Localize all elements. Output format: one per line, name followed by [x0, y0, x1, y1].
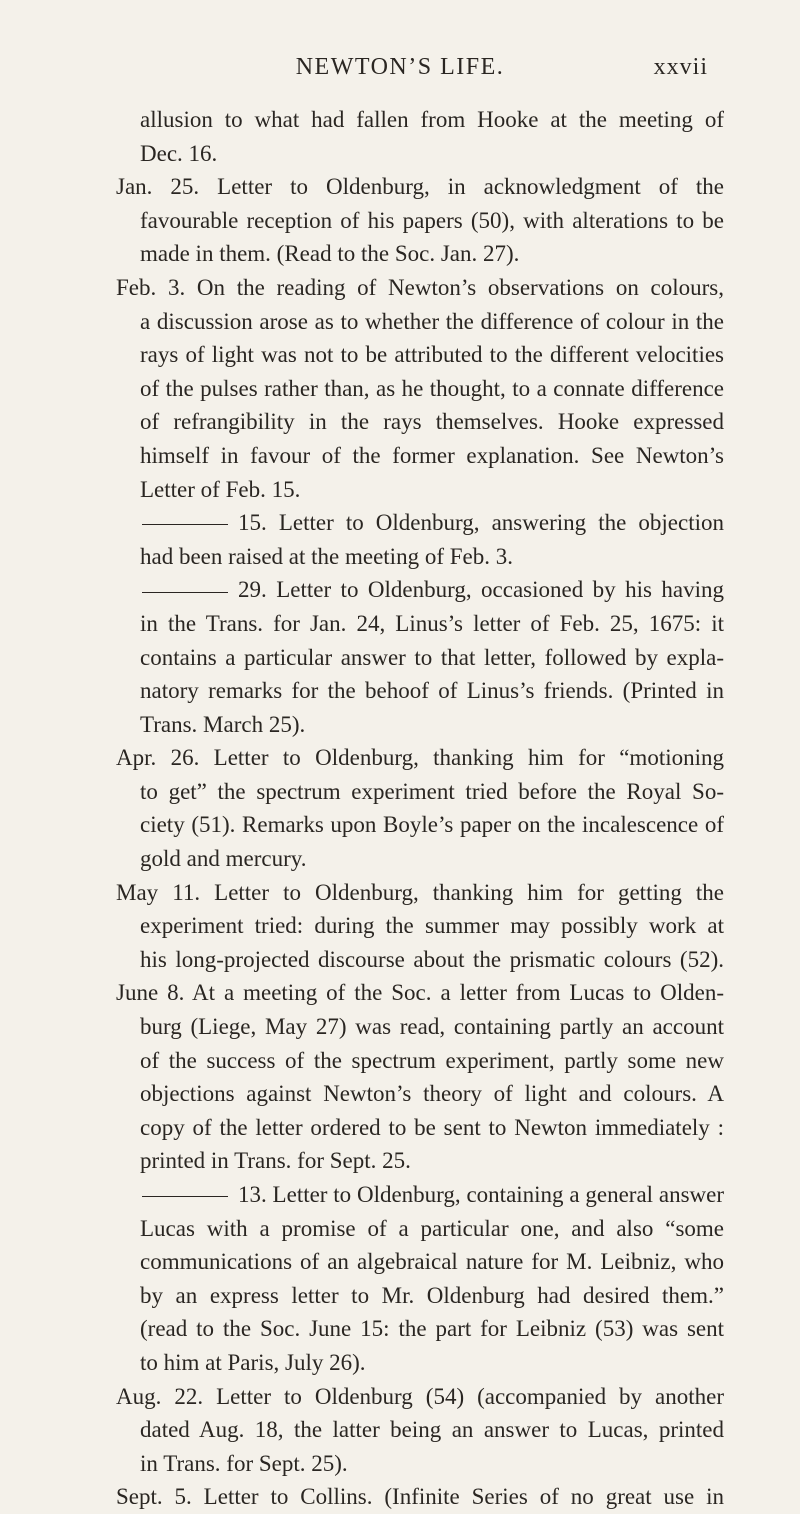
- ditto-dash: [142, 1196, 228, 1197]
- text-line: June 8. At a meeting of the Soc. a letter from Lucas to Olden-: [116, 980, 724, 1006]
- text-line: Apr. 26. Letter to Oldenburg, thanking him for “motioning: [116, 745, 724, 771]
- text-line-dash: [116, 1178, 724, 1212]
- text-line: rays of light was not to be attributed to the different velocities: [140, 342, 724, 368]
- text-line: ciety (51). Remarks upon Boyle’s paper on the incalescence of: [140, 812, 724, 838]
- text-line: to him at Paris, July 26).: [140, 1349, 366, 1375]
- text-line: contains a particular answer to that letter, followed by expla-: [140, 644, 724, 670]
- text-line: objections against Newton’s theory of light and colours. A: [140, 1081, 724, 1107]
- text-line: allusion to what had fallen from Hooke at the meeting of: [140, 107, 724, 132]
- text-line: printed in Trans. for Sept. 25.: [140, 1148, 411, 1174]
- text-line: copy of the letter ordered to be sent to Newton immediately :: [140, 1114, 724, 1140]
- running-title: NEWTON’S LIFE.: [295, 54, 505, 80]
- text-line: dated Aug. 18, the latter being an answer to Lucas, printed: [140, 1417, 724, 1443]
- text-line: natory remarks for the behoof of Linus’s friends. (Printed in: [140, 678, 724, 704]
- text-line: Dec. 16.: [140, 140, 218, 166]
- text-line: his long-projected discourse about the prismatic colours (52).: [140, 946, 724, 972]
- text-line: to get” the spectrum experiment tried before the Royal So-: [140, 778, 724, 804]
- page-header: [0, 48, 800, 88]
- text-line: made in them. (Read to the Soc. Jan. 27).: [140, 241, 520, 267]
- text-line: (read to the Soc. June 15: the part for Leibniz (53) was sent: [140, 1316, 724, 1342]
- text-line: Letter of Feb. 15.: [140, 476, 301, 502]
- text-line: of refrangibility in the rays themselves. Hooke expressed: [140, 409, 724, 435]
- text-line: Jan. 25. Letter to Oldenburg, in acknowledgment of the: [116, 174, 724, 200]
- text-line: of the success of the spectrum experiment, partly some new: [140, 1047, 724, 1073]
- text-line: 13. Letter to Oldenburg, containing a general answer: [238, 1182, 724, 1207]
- text-line: communications of an algebraical nature for M. Leibniz, who: [140, 1249, 724, 1275]
- text-line: Lucas with a promise of a particular one, and also “some: [140, 1215, 724, 1241]
- text-line-with-margin-year: [116, 170, 724, 204]
- text-line: in the Trans. for Jan. 24, Linus’s letter of Feb. 25, 1675: it: [140, 610, 724, 636]
- text-line: gold and mercury.: [140, 846, 307, 872]
- text-line: had been raised at the meeting of Feb. 3.: [140, 543, 513, 569]
- text-line: Feb. 3. On the reading of Newton’s observations on colours,: [116, 274, 724, 300]
- text-line: May 11. Letter to Oldenburg, thanking him for getting the: [116, 879, 724, 905]
- text-line: experiment tried: during the summer may possibly work at: [140, 913, 724, 939]
- ditto-dash: [142, 592, 228, 593]
- text-line: a discussion arose as to whether the difference of colour in the: [140, 308, 724, 334]
- page-body: [116, 103, 724, 1514]
- text-line-dash: [116, 573, 724, 607]
- text-line: Aug. 22. Letter to Oldenburg (54) (accompanied by another: [116, 1383, 724, 1409]
- text-line: burg (Liege, May 27) was read, containing partly an account: [140, 1014, 724, 1040]
- ditto-dash: [142, 524, 228, 525]
- text-line-dash: [116, 506, 724, 540]
- text-line: 15. Letter to Oldenburg, answering the objection: [238, 510, 724, 536]
- text-line: Sept. 5. Letter to Collins. (Infinite Series of no great use in: [116, 1484, 724, 1510]
- page-number: xxvii: [653, 54, 708, 80]
- text-line: Trans. March 25).: [140, 711, 306, 737]
- text-line: himself in favour of the former explanation. See Newton’s: [140, 442, 724, 468]
- text-line: favourable reception of his papers (50), with alterations to be: [140, 207, 724, 233]
- text-line: in Trans. for Sept. 25).: [140, 1450, 348, 1476]
- text-line: of the pulses rather than, as he thought, to a connate difference: [140, 375, 724, 401]
- text-line: by an express letter to Mr. Oldenburg had desired them.”: [140, 1282, 724, 1308]
- text-line: 29. Letter to Oldenburg, occasioned by his having: [238, 577, 724, 603]
